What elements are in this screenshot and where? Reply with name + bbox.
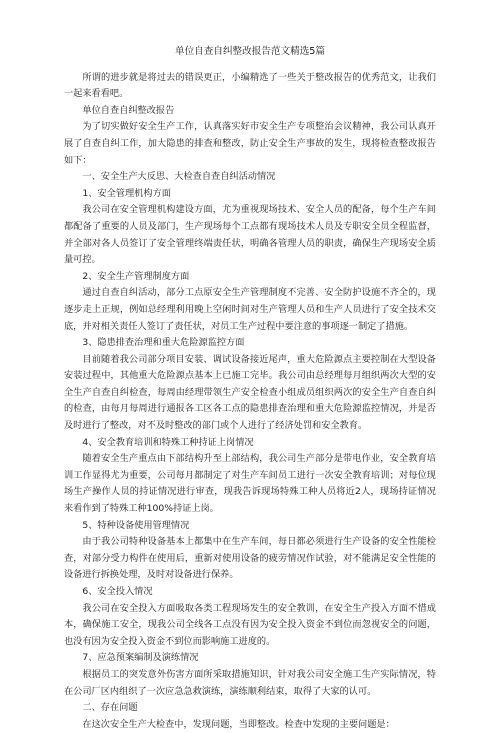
body-paragraph: 通过自查自纠活动，部分工点原安全生产管理制度不完善、安全防护设施不齐全的，现逐步走上正规，例如总经理利用晚上空闲时间对生产管理人员和生产人员进行了安全技术交底，并对相关责任人签订了责任状，对员工生产过程中要注意的事项逐一制定了措施。 <box>64 287 436 332</box>
subsection-heading: 7、应急预案编制及演练情况 <box>82 652 199 664</box>
body-paragraph: 目前随着我公司部分项目安装、调试设备接近尾声，重大危险源点主要控制在大型设备安装过程中，其他重大危险源点基本上已施工完毕。我公司由总经理每月组织两次大型的安全生产自查自纠检查，每周由经理带领生产安全检查小组成员组织两次的安全生产自查自纠的检查，由每月每周进行通报各工区各工点的隐患排查治理和重大危险源监控情况，并是否及时进行了整改，对不及时整改的部门或个人进行了经济处罚和安全教育。 <box>64 353 436 432</box>
section-heading: 一、安全生产大反思、大检查自查自纠活动情况 <box>82 171 276 183</box>
body-paragraph: 为了切实做好安全生产工作，认真落实好市安全生产专项整治会议精神，我公司认真开展了自查自纠工作，加大隐患的排查和整改，防止安全生产事故的发生，现将检查整改报告如下： <box>64 121 436 166</box>
subsection-heading: 3、隐患排查治理和重大危险源监控方面 <box>82 337 245 349</box>
body-paragraph: 我公司在安全投入方面吸取各类工程现场发生的安全教训，在安全生产投入方面不惜成本，确保施工安全，现我公司全线各工点没有因为安全投入资金不到位而忽视安全的问题，也没有因为安全投入资金不到位而影响施工进度的。 <box>64 602 436 647</box>
intro-paragraph: 所谓的进步就是将过去的错误更正，小编精选了一些关于整改报告的优秀范文，让我们一起来看看吧。 <box>64 71 436 100</box>
section-title: 单位自查自纠整改报告 <box>82 104 175 116</box>
subsection-heading: 4、安全教育培训和特殊工种持证上岗情况 <box>82 436 254 448</box>
body-paragraph: 随着安全生产重点由下部结构升至上部结构，我公司生产部分是带电作业，安全教育培训工作显得尤为重要，公司每月都制定了对生产车间员工进行一次安全教育培训；对每位现场生产操作人员的持证情况进行审查，现我告诉现场特殊工种人员将近2人，现场持证情况来看作到了特殊工种100%持证上岗。 <box>64 453 436 515</box>
body-paragraph: 由于我公司特种设备基本上都集中在生产车间，每日都必须进行生产设备的安全性能检查，对部分受力构件在使用后，重新对使用设备的疲劳情况作试验，对不能满足安全性能的设备进行拆换处理，及时对设备进行保养。 <box>64 536 436 581</box>
body-paragraph: 根据员工的突发意外伤害方面所采取措施知识，针对我公司安全施工生产实际情况，特在公司厂区内组织了一次应急急救演练，演练顺利结束，取得了大家的认可。 <box>64 668 436 697</box>
section-heading: 二、存在问题 <box>82 702 138 714</box>
subsection-heading: 5、特种设备使用管理情况 <box>82 519 190 531</box>
subsection-heading: 6、安全投入情况 <box>82 586 153 597</box>
subsection-heading: 1、安全管理机构方面 <box>82 187 171 199</box>
body-paragraph: 在这次安全生产大检查中，发现问题，当即整改。检查中发现的主要问题是： <box>82 718 395 730</box>
subsection-heading: 2、安全生产管理制度方面 <box>82 270 190 282</box>
document-title: 单位自查自纠整改报告范文精选5篇 <box>174 46 325 57</box>
body-paragraph: 我公司在安全管理机构建设方面，尤为重视现场技术、安全人员的配备，每个生产车间都配备了重要的人员及部门，生产现场每个工点都有现场技术人员及专职安全员全程监督，并全部对各人员签订了安全管理终端责任状，明确各管理人员的职责，确保生产现场安全质量可控。 <box>64 204 436 266</box>
